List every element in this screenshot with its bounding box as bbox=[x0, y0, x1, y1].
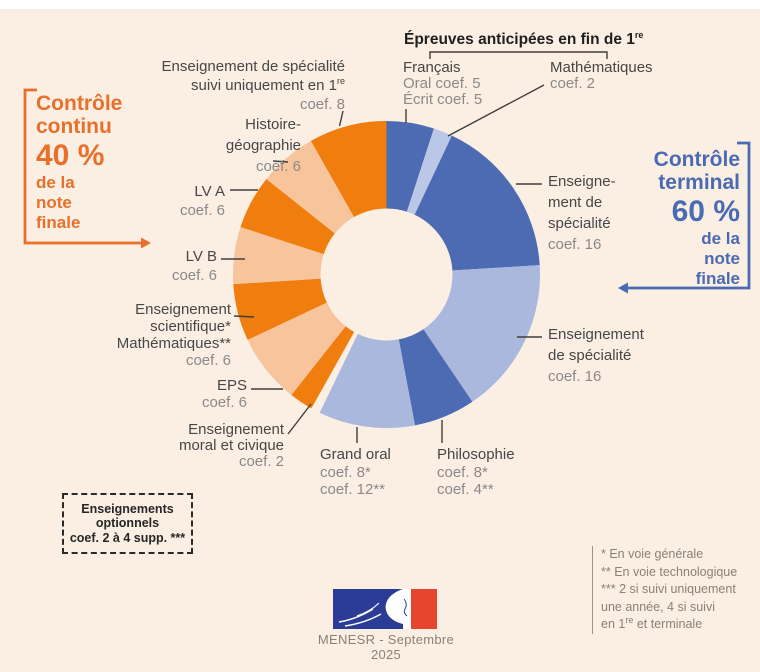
heading-controle-terminal: Contrôle terminal 60 % de la note finale bbox=[653, 148, 740, 288]
footnotes: * En voie générale ** En voie technologique *** 2 si suivi uniquement une année, 4 si suivi en 1re et terminale bbox=[592, 546, 737, 634]
label-mathematiques: Mathématiques coef. 2 bbox=[550, 59, 653, 92]
optional-courses-box: Enseignements optionnels coef. 2 à 4 supp. *** bbox=[62, 493, 193, 554]
callout-line bbox=[234, 316, 254, 317]
label-specialite-terminal-2: Enseignement de spécialité coef. 16 bbox=[548, 326, 644, 385]
label-eps: EPS coef. 6 bbox=[201, 377, 247, 411]
superscript-re: re bbox=[625, 614, 634, 625]
label-histoire-geo: Histoire- géographie coef. 6 bbox=[225, 116, 301, 175]
pct-40: 40 % bbox=[36, 139, 105, 172]
terminal-arrow-head bbox=[618, 283, 628, 294]
source-caption: MENESR - Septembre 2025 bbox=[317, 632, 455, 662]
pct-60: 60 % bbox=[671, 195, 740, 228]
label-grand-oral: Grand oral coef. 8* coef. 12** bbox=[320, 446, 391, 498]
continu-arrow-head bbox=[141, 238, 151, 249]
flag-marianne-icon bbox=[333, 589, 437, 629]
french-republic-logo bbox=[333, 589, 437, 634]
superscript-re: re bbox=[336, 76, 345, 86]
callout-line bbox=[288, 404, 311, 434]
callout-line bbox=[430, 52, 607, 59]
label-lva: LV A coef. 6 bbox=[179, 183, 225, 219]
label-spe-1re: Enseignement de spécialité suivi uniquement en 1re coef. 8 bbox=[161, 58, 345, 113]
label-specialite-terminal-1: Enseigne- ment de spécialité coef. 16 bbox=[548, 173, 616, 253]
anticipated-exams-title: Épreuves anticipées en fin de 1re bbox=[404, 29, 644, 48]
label-ens-scientifique: Enseignement scientifique* Mathématiques** coef. 6 bbox=[116, 301, 231, 369]
heading-controle-continu: Contrôle continu 40 % de la note finale bbox=[36, 92, 123, 232]
label-francais: Français Oral coef. 5 Écrit coef. 5 bbox=[403, 59, 483, 108]
label-philosophie: Philosophie coef. 8* coef. 4** bbox=[437, 446, 515, 498]
superscript-re: re bbox=[634, 29, 644, 40]
label-emc: Enseignement moral et civique coef. 2 bbox=[178, 421, 284, 470]
label-lvb: LV B coef. 6 bbox=[171, 248, 217, 284]
